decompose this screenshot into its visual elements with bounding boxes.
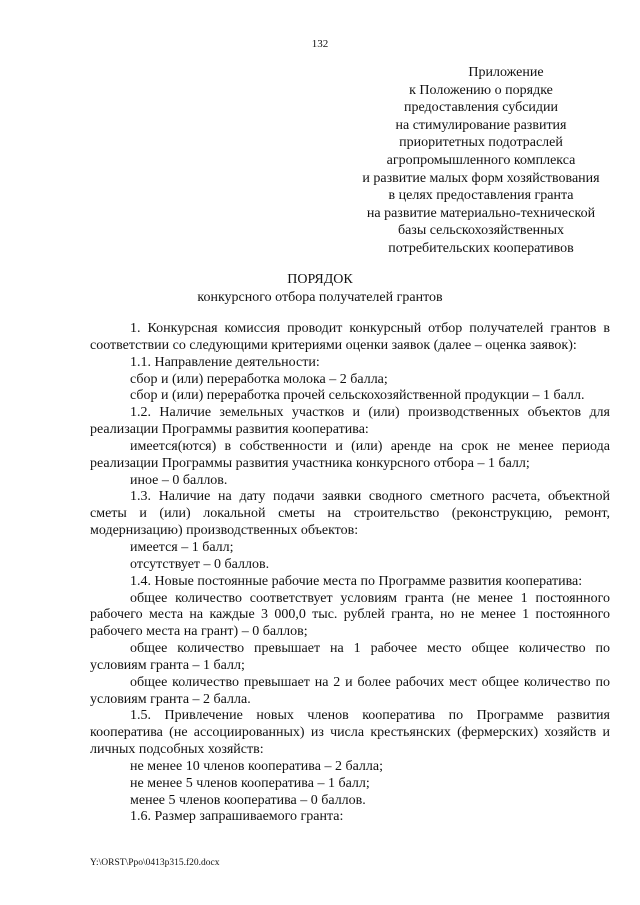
paragraph: сбор и (или) переработка молока – 2 балла; — [130, 371, 388, 387]
paragraph: общее количество превышает на 1 рабочее место общее количество по условиям гранта – 1 балл; — [90, 641, 610, 673]
page-number: 132 — [311, 38, 329, 50]
appendix-line: приоритетных подотраслей — [399, 135, 563, 151]
paragraph: 1.1. Направление деятельности: — [130, 354, 320, 370]
paragraph: 1.2. Наличие земельных участков и (или) производственных объектов для реализации Программы развития кооператива: — [90, 405, 610, 438]
appendix-line: потребительских кооперативов — [388, 240, 574, 256]
appendix-line: Приложение — [468, 65, 544, 80]
paragraph: сбор и (или) переработка прочей сельскохозяйственной продукции – 1 балл. — [130, 388, 585, 404]
appendix-line: в целях предоставления гранта — [388, 188, 574, 204]
paragraph: 1.3. Наличие на дату подачи заявки сводного сметного расчета, объектной сметы и (или) локальной сметы на строительство (реконструкцию, ремонт, модернизацию) производственных объектов: — [90, 489, 610, 539]
appendix-line: на развитие материально-технической — [366, 205, 596, 221]
paragraph: 1.6. Размер запрашиваемого гранта: — [130, 809, 344, 825]
appendix-line: к Положению о порядке — [409, 82, 553, 98]
paragraph: 1. Конкурсная комиссия проводит конкурсный отбор получателей грантов в соответствии со следующими критериями оценки заявок (далее – оценка заявок): — [90, 321, 610, 353]
paragraph: имеется – 1 балл; — [130, 539, 234, 555]
appendix-line: агропромышленного комплекса — [386, 152, 576, 168]
paragraph: не менее 5 членов кооператива – 1 балл; — [130, 775, 370, 791]
appendix-line: на стимулирование развития — [395, 117, 567, 133]
file-path-footer: Y:\ORST\Ppo\0413p315.f20.docx — [90, 858, 220, 868]
paragraph: имеется(ются) в собственности и (или) аренде на срок не менее периода реализации Программы развития участника конкурсного отбора – 1 балл; — [90, 438, 610, 471]
appendix-line: предоставления субсидии — [403, 100, 559, 116]
appendix-line: базы сельскохозяйственных — [397, 223, 565, 239]
paragraph: 1.5. Привлечение новых членов кооператива по Программе развития кооператива (не ассоциированных) из числа крестьянских (фермерских) хозяйств и личных подсобных хозяйств: — [90, 708, 610, 758]
appendix-block — [338, 64, 624, 258]
paragraph: не менее 10 членов кооператива – 2 балла; — [130, 758, 383, 774]
paragraph: отсутствует – 0 баллов. — [130, 556, 270, 572]
paragraph: 1.4. Новые постоянные рабочие места по Программе развития кооператива: — [130, 573, 583, 589]
document-subtitle: конкурсного отбора получателей грантов — [197, 290, 443, 305]
paragraph: менее 5 членов кооператива – 0 баллов. — [130, 792, 366, 808]
paragraph: иное – 0 баллов. — [130, 472, 228, 488]
appendix-line: и развитие малых форм хозяйствования — [362, 170, 600, 186]
paragraph: общее количество соответствует условиям гранта (не менее 1 постоянного рабочего места на каждые 3 000,0 тыс. рублей гранта, но не менее 1 постоянного рабочего места на грант) – 0 баллов; — [90, 590, 610, 640]
document-title: ПОРЯДОК — [287, 272, 353, 287]
document-body — [90, 321, 610, 826]
paragraph: общее количество превышает на 2 и более рабочих мест общее количество по условиям гранта – 2 балла. — [90, 674, 610, 707]
